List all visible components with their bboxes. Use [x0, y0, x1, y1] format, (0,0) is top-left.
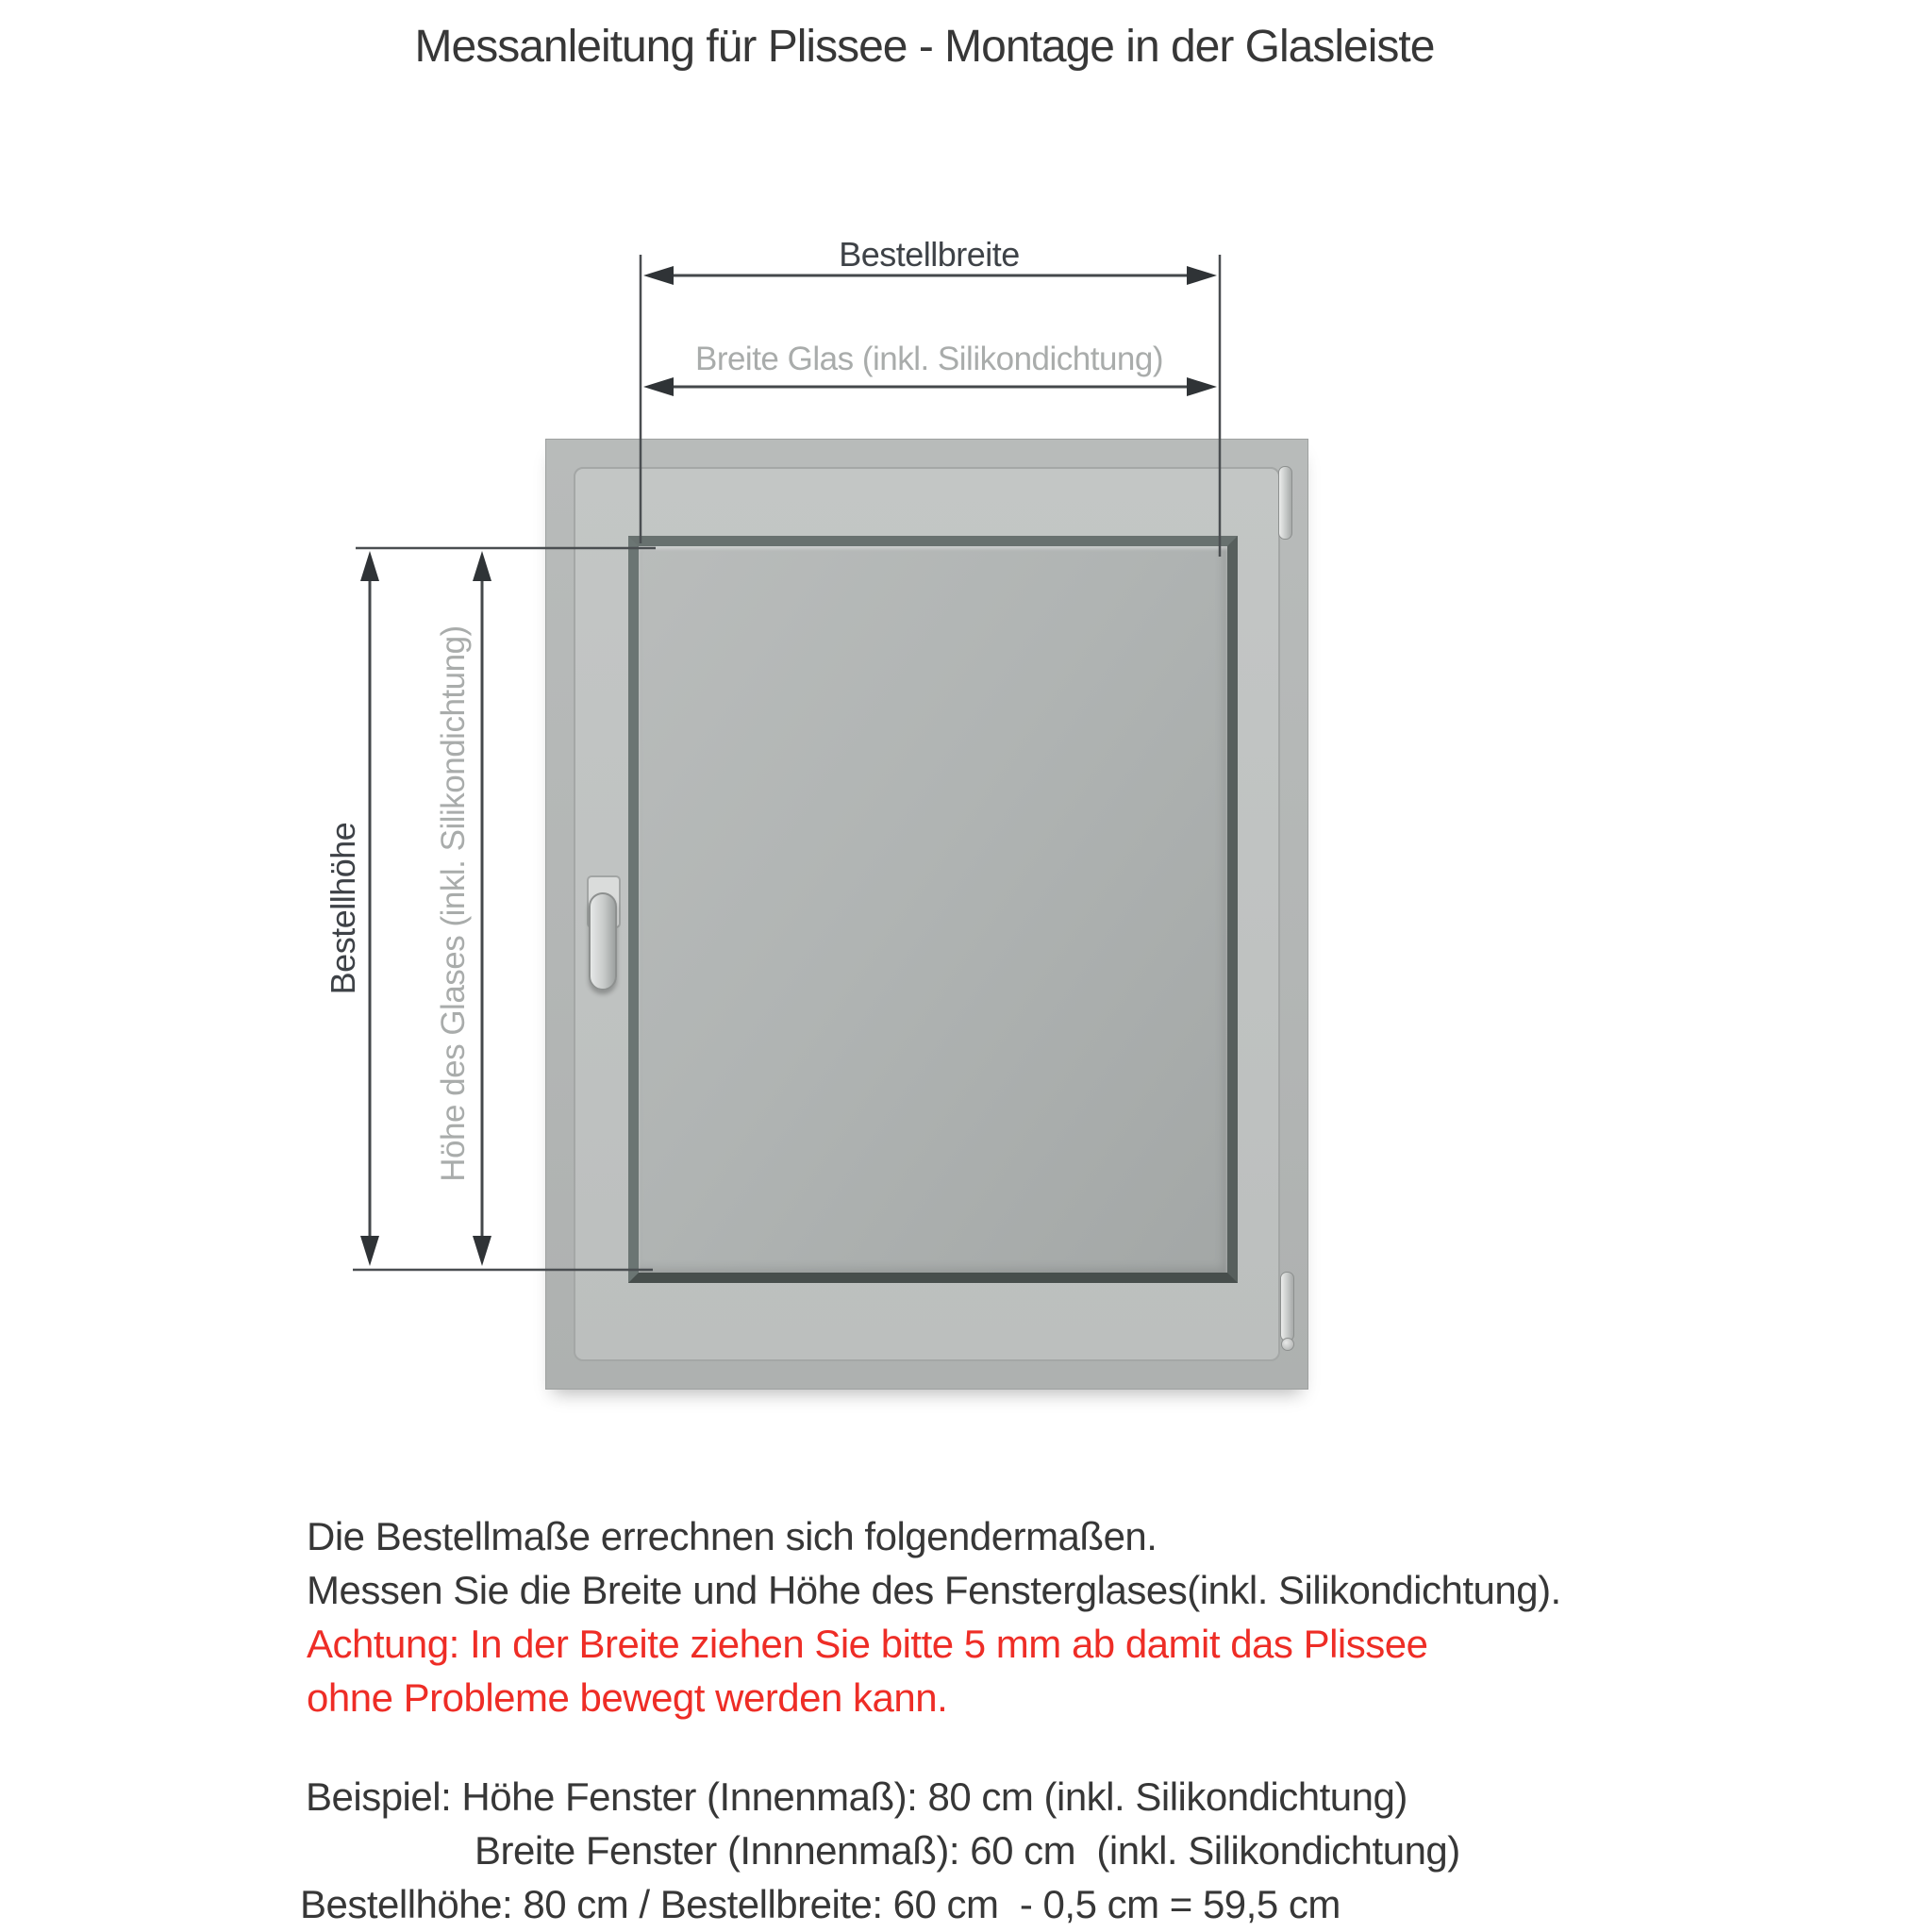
order-height-arrowhead-bottom [360, 1236, 379, 1266]
order-width-arrowhead-left [643, 266, 674, 285]
instruction-intro-line2: Messen Sie die Breite und Höhe des Fensterglases(inkl. Silikondichtung). [307, 1568, 1561, 1612]
glass-height-arrowhead-bottom [473, 1236, 491, 1266]
glass-height-label: Höhe des Glases (inkl. Silikondichtung) [435, 625, 472, 1182]
glass-width-label: Breite Glas (inkl. Silikondichtung) [694, 341, 1164, 377]
glass-height-arrowhead-top [473, 551, 491, 581]
instruction-warning-line2: ohne Probleme bewegt werden kann. [307, 1675, 948, 1720]
example-width-line: Breite Fenster (Innnenmaß): 60 cm (inkl. Silikondichtung) [475, 1828, 1460, 1873]
instruction-intro-line1: Die Bestellmaße errechnen sich folgendermaßen. [307, 1514, 1158, 1558]
glass-width-arrowhead-left [643, 377, 674, 396]
glass-width-arrowhead-right [1187, 377, 1217, 396]
instruction-warning-line1: Achtung: In der Breite ziehen Sie bitte 5 mm ab damit das Plissee [307, 1622, 1428, 1666]
order-width-label: Bestellbreite [839, 235, 1020, 274]
order-height-label: Bestellhöhe [324, 822, 362, 995]
order-width-arrowhead-right [1187, 266, 1217, 285]
page-title: Messanleitung für Plissee - Montage in der Glasleiste [414, 22, 1435, 72]
example-height-line: Beispiel: Höhe Fenster (Innenmaß): 80 cm (inkl. Silikondichtung) [306, 1774, 1407, 1819]
example-order-line: Bestellhöhe: 80 cm / Bestellbreite: 60 cm - 0,5 cm = 59,5 cm [300, 1882, 1341, 1926]
order-height-arrowhead-top [360, 551, 379, 581]
